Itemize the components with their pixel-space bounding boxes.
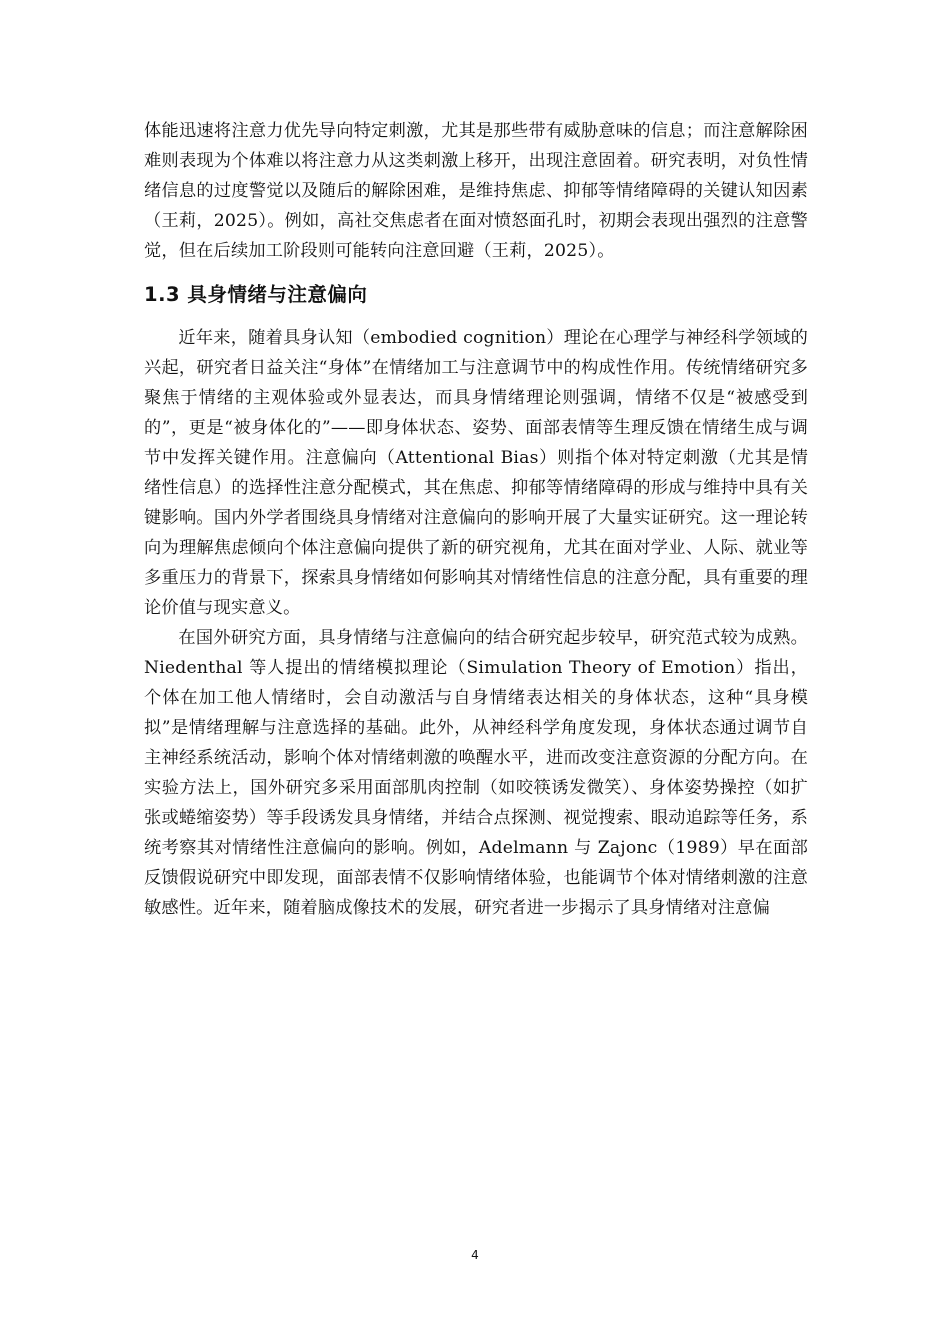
paragraph-embodied-cognition: 近年来，随着具身认知（embodied cognition）理论在心理学与神经科学领域的兴起，研究者日益关注“身体”在情绪加工与注意调节中的构成性作用。传统情绪研究多聚焦于情绪的主观体验或外显表达，而具身情绪理论则强调，情绪不仅是“被感受到的”，更是“被身体化的”——即身体状态、姿势、面部表情等生理反馈在情绪生成与调节中发挥关键作用。注意偏向（Attentional Bias）则指个体对特定刺激（尤其是情绪性信息）的选择性注意分配模式，其在焦虑、抑郁等情绪障碍的形成与维持中具有关键影响。国内外学者围绕具身情绪对注意偏向的影响开展了大量实证研究。这一理论转向为理解焦虑倾向个体注意偏向提供了新的研究视角，尤其在面对学业、人际、就业等多重压力的背景下，探索具身情绪如何影响其对情绪性信息的注意分配，具有重要的理论价值与现实意义。 [144, 328, 808, 618]
section-heading: 1.3 具身情绪与注意偏向 [144, 283, 368, 306]
paragraph-attention-disengagement: 体能迅速将注意力优先导向特定刺激，尤其是那些带有威胁意味的信息；而注意解除困难则表现为个体难以将注意力从这类刺激上移开，出现注意固着。研究表明，对负性情绪信息的过度警觉以及随后的解除困难，是维持焦虑、抑郁等情绪障碍的关键认知因素（王莉，2025）。例如，高社交焦虑者在面对愤怒面孔时，初期会表现出强烈的注意警觉，但在后续加工阶段则可能转向注意回避（王莉，2025）。 [144, 121, 808, 261]
body-text [144, 116, 808, 923]
page-number: 4 [471, 1248, 479, 1262]
paragraph-foreign-research: 在国外研究方面，具身情绪与注意偏向的结合研究起步较早，研究范式较为成熟。Niedenthal 等人提出的情绪模拟理论（Simulation Theory of Emotion）指出，个体在加工他人情绪时，会自动激活与自身情绪表达相关的身体状态，这种“具身模拟”是情绪理解与注意选择的基础。此外，从神经科学角度发现，身体状态通过调节自主神经系统活动，影响个体对情绪刺激的唤醒水平，进而改变注意资源的分配方向。在实验方法上，国外研究多采用面部肌肉控制（如咬筷诱发微笑）、身体姿势操控（如扩张或蜷缩姿势）等手段诱发具身情绪，并结合点探测、视觉搜索、眼动追踪等任务，系统考察其对情绪性注意偏向的影响。例如，Adelmann 与 Zajonc（1989）早在面部反馈假说研究中即发现，面部表情不仅影响情绪体验，也能调节个体对情绪刺激的注意敏感性。近年来，随着脑成像技术的发展，研究者进一步揭示了具身情绪对注意偏 [144, 628, 808, 918]
